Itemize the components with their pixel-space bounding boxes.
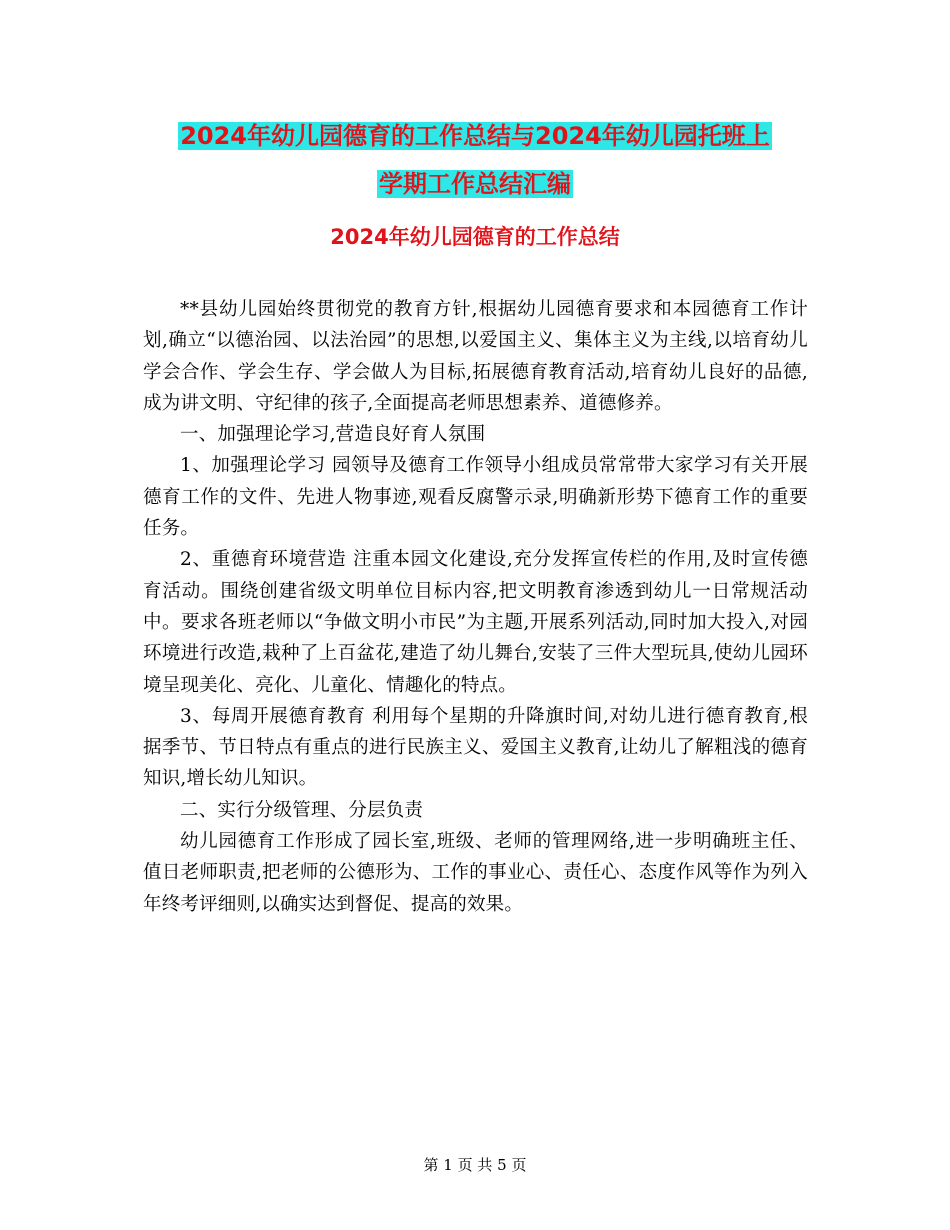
section-title: 2024年幼儿园德育的工作总结	[330, 225, 620, 249]
document-body	[143, 294, 808, 920]
paragraph: 幼儿园德育工作形成了园长室,班级、老师的管理网络,进一步明确班主任、值日老师职责,把老师的公德形为、工作的事业心、责任心、态度作风等作为列入年终考评细则,以确实达到督促、提高的效果。	[143, 831, 808, 915]
page-footer: 第 1 页 共 5 页	[423, 1156, 527, 1174]
paragraph: 2、重德育环境营造 注重本园文化建设,充分发挥宣传栏的作用,及时宣传德育活动。围绕创建省级文明单位目标内容,把文明教育渗透到幼儿一日常规活动中。要求各班老师以“争做文明小市民”为主题,开展系列活动,同时加大投入,对园环境进行改造,栽种了上百盆花,建造了幼儿舞台,安装了三件大型玩具,使幼儿园环境呈现美化、亮化、儿童化、情趣化的特点。	[143, 549, 808, 696]
document-title-line2: 学期工作总结汇编	[379, 170, 571, 198]
heading-paragraph: 二、实行分级管理、分层负责	[180, 799, 424, 821]
paragraph: **县幼儿园始终贯彻党的教育方针,根据幼儿园德育要求和本园德育工作计划,确立“以德治园、以法治园”的思想,以爱国主义、集体主义为主线,以培育幼儿学会合作、学会生存、学会做人为目标,拓展德育教育活动,培育幼儿良好的品德,成为讲文明、守纪律的孩子,全面提高老师思想素养、道德修养。	[143, 299, 808, 414]
document-title	[0, 112, 950, 208]
paragraph: 3、每周开展德育教育 利用每个星期的升降旗时间,对幼儿进行德育教育,根据季节、节日特点有重点的进行民族主义、爱国主义教育,让幼儿了解粗浅的德育知识,增长幼儿知识。	[143, 705, 808, 790]
document-title-line1: 2024年幼儿园德育的工作总结与2024年幼儿园托班上	[180, 122, 770, 150]
heading-paragraph: 一、加强理论学习,营造良好育人氛围	[180, 424, 486, 446]
paragraph: 1、加强理论学习 园领导及德育工作领导小组成员常常带大家学习有关开展德育工作的文件、先进人物事迹,观看反腐警示录,明确新形势下德育工作的重要任务。	[143, 455, 808, 540]
